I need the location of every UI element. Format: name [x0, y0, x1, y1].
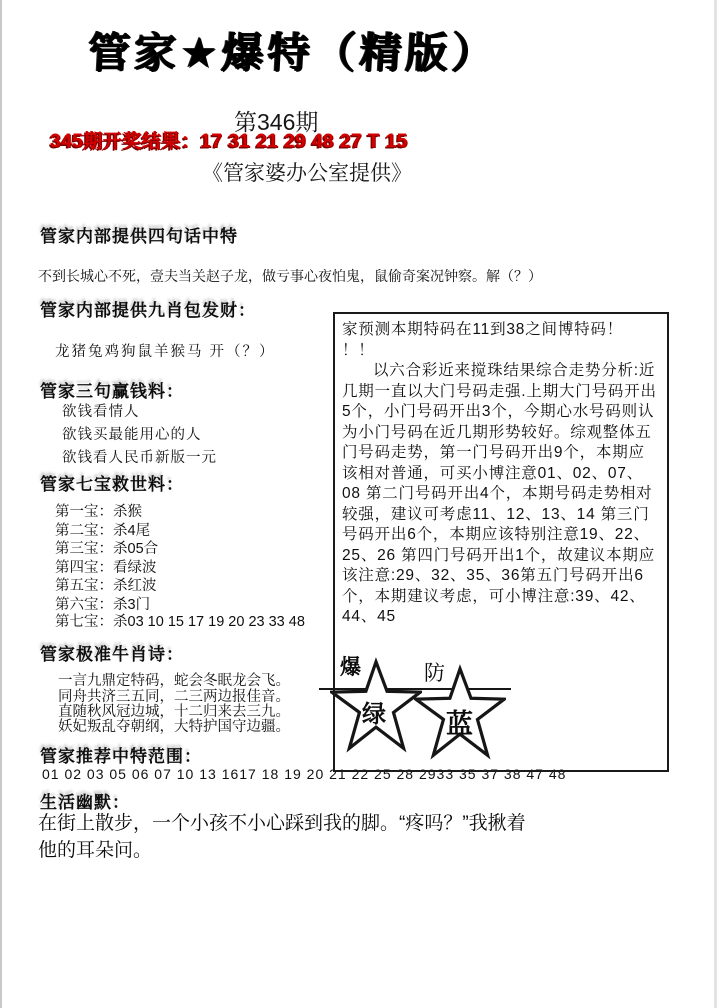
section-header-four-lines: 管家内部提供四句话中特: [40, 227, 238, 246]
section-header-humor: 生活幽默：: [40, 793, 130, 812]
three-sentences-line: 欲钱看人民币新版一元: [62, 450, 217, 466]
issue-number: 第346期: [234, 109, 319, 135]
right-edge-line: [714, 0, 717, 1008]
four-lines-text: 不到长城心不死，壹夫当关赵子龙，做亏事心夜怕鬼，鼠偷奇案况钟察。解（？）: [38, 268, 542, 284]
blue-star-text: 蓝: [446, 709, 473, 739]
treasure-line: 第五宝：杀红波: [55, 578, 157, 594]
treasure-line: 第一宝：杀猴: [55, 504, 142, 520]
three-sentences-line: 欲钱买最能用心的人: [62, 427, 202, 443]
green-star-text: 绿: [362, 701, 386, 728]
nine-zodiac-text: 龙猪兔鸡狗鼠羊猴马 开（？）: [55, 344, 276, 360]
section-header-three-sentences: 管家三句赢钱料：: [40, 382, 184, 401]
treasure-line: 第四宝：看绿波: [55, 560, 157, 576]
treasure-line: 第二宝：杀4尾: [55, 523, 151, 539]
three-sentences-line: 欲钱看情人: [62, 404, 140, 420]
humor-text: 在街上散步，一个小孩不小心踩到我的脚。“疼吗？”我揪着他的耳朵问。: [38, 813, 526, 861]
poem-line: 一言九鼎定特码，蛇会冬眠龙会飞。: [58, 673, 290, 689]
range-numbers: 01 02 03 05 06 07 10 13 1617 18 19 20 21 22 25 28 2933 35 37 38 47 48: [42, 766, 567, 782]
section-header-ox-poem: 管家极准牛肖诗：: [40, 645, 184, 664]
section-header-nine-zodiac: 管家内部提供九肖包发财：: [40, 301, 256, 320]
left-edge-line: [0, 0, 2, 1008]
prediction-analysis: 以六合彩近来搅珠结果综合走势分析:近几期一直以大门号码走强.上期大门号码开出5个，小门号码开出3个，今期心水号码则认为小门号码在近几期形势较好。综观整体五门号码走势，第一门号码开出9个，本期应该相对普通，可买小博注意01、02、07、08 第二门号码开出4个，本期号码走势相对较强，建议可考虑11、12、13、14 第三门号码开出6个，本期应该特别注意19、22、25、26 第四门号码开出1个，故建议本期应该注意:29、32、35、36第五门号码开出6个，本期建议考虑，可小博注意:39、42、44、45: [342, 362, 657, 625]
prediction-line1: 家预测本期特码在11到38之间博特码！: [342, 321, 624, 338]
section-header-range: 管家推荐中特范围：: [40, 747, 202, 766]
poem-line: 同舟共济三五同，二三两边报佳音。: [58, 689, 290, 705]
provider-line: 《管家婆办公室提供》: [202, 162, 412, 185]
poem-line: 妖妃叛乱夺朝纲，大特护国守边疆。: [58, 719, 290, 735]
treasure-line: 第七宝：杀03 10 15 17 19 20 23 33 48: [55, 614, 305, 630]
poem-line: 直随秋风冠边城，十二归来去三九。: [58, 704, 290, 720]
prediction-line2: ！！: [342, 341, 375, 359]
treasure-line: 第三宝：杀05合: [55, 541, 159, 557]
section-header-seven-treasures: 管家七宝救世料：: [40, 475, 184, 494]
previous-result-line: 345期开奖结果：17 31 21 29 48 27 T 15: [50, 131, 408, 152]
burst-label: 爆: [340, 656, 361, 679]
page-title: 管家★爆特（精版）: [86, 29, 499, 76]
treasure-line: 第六宝：杀3门: [55, 597, 151, 613]
defend-label: 防: [424, 662, 445, 685]
